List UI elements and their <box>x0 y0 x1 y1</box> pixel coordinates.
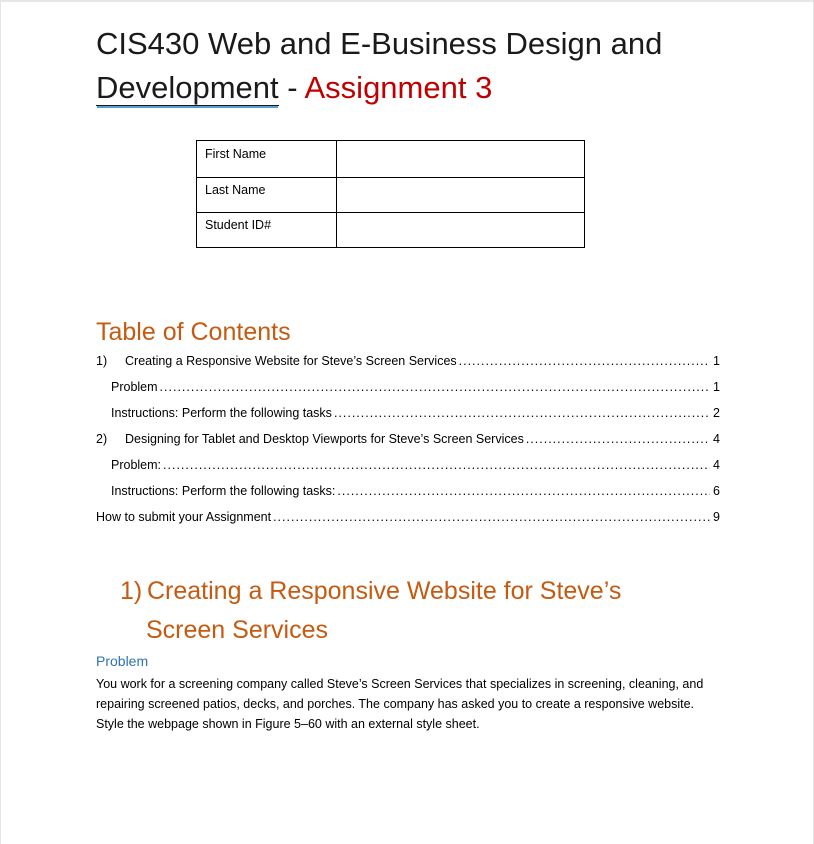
student-info-table <box>196 140 585 248</box>
title-line-2 <box>96 66 796 110</box>
toc-entry-text: Instructions: Perform the following tasks: <box>111 484 336 498</box>
toc-entry[interactable] <box>96 432 720 458</box>
toc-entry-number: 1) <box>96 354 108 368</box>
toc-entry[interactable] <box>96 458 720 484</box>
toc-entry-page: 6 <box>713 484 720 498</box>
first-name-label: First Name <box>197 141 337 178</box>
section-1-heading-line-2: Screen Services <box>146 616 329 644</box>
student-id-label: Student ID# <box>197 213 337 248</box>
page-left-edge <box>0 0 1 844</box>
toc-entry-page: 1 <box>713 354 720 368</box>
title-development: Development <box>96 70 279 105</box>
toc-entry-page: 4 <box>713 432 720 446</box>
section-1-heading <box>120 572 621 650</box>
last-name-field[interactable] <box>337 178 585 213</box>
toc-entry-page: 9 <box>713 510 720 524</box>
table-row <box>197 178 585 213</box>
toc-leader-dots <box>526 432 710 446</box>
toc-entry-page: 4 <box>713 458 720 472</box>
toc-entry[interactable] <box>96 510 720 536</box>
toc-entry[interactable] <box>96 380 720 406</box>
section-1-heading-line-1: Creating a Responsive Website for Steve’s <box>147 577 622 605</box>
table-row <box>197 213 585 248</box>
toc-entry[interactable] <box>96 354 720 380</box>
page-top-edge <box>0 0 814 2</box>
toc-entry-text: Designing for Tablet and Desktop Viewports for Steve’s Screen Services <box>125 432 524 446</box>
title-separator: - <box>278 70 305 105</box>
toc-entry-text: Problem <box>111 380 158 394</box>
toc-entry-page: 1 <box>713 380 720 394</box>
toc-entry[interactable] <box>96 484 720 510</box>
toc-leader-dots <box>163 458 710 472</box>
section-1-number: 1) <box>120 577 143 605</box>
toc-leader-dots <box>273 510 710 524</box>
problem-body-text: You work for a screening company called Steve’s Screen Services that specializes in screening, cleaning, and repairing screened patios, decks, and porches. The company has asked you to create a responsive website. Style the webpage shown in Figure 5–60 with an external style sheet. <box>96 677 704 731</box>
problem-subheading: Problem <box>96 653 149 669</box>
toc-entry-text: Problem: <box>111 458 162 472</box>
title-assignment: Assignment 3 <box>304 70 493 105</box>
document-title <box>96 22 796 110</box>
student-id-field[interactable] <box>337 213 585 248</box>
toc-leader-dots <box>160 380 710 394</box>
toc-entry-text: Instructions: Perform the following tasks <box>111 406 332 420</box>
toc-heading: Table of Contents <box>96 318 291 346</box>
first-name-field[interactable] <box>337 141 585 178</box>
toc-leader-dots <box>337 484 710 498</box>
toc-leader-dots <box>334 406 710 420</box>
toc-leader-dots <box>459 354 710 368</box>
toc-entry[interactable] <box>96 406 720 432</box>
table-row <box>197 141 585 178</box>
toc-entry-number: 2) <box>96 432 108 446</box>
title-line-1: CIS430 Web and E-Business Design and <box>96 26 663 61</box>
table-of-contents <box>96 354 720 536</box>
last-name-label: Last Name <box>197 178 337 213</box>
toc-entry-text: Creating a Responsive Website for Steve’s Screen Services <box>125 354 457 368</box>
toc-entry-text: How to submit your Assignment <box>96 510 272 524</box>
toc-entry-page: 2 <box>713 406 720 420</box>
